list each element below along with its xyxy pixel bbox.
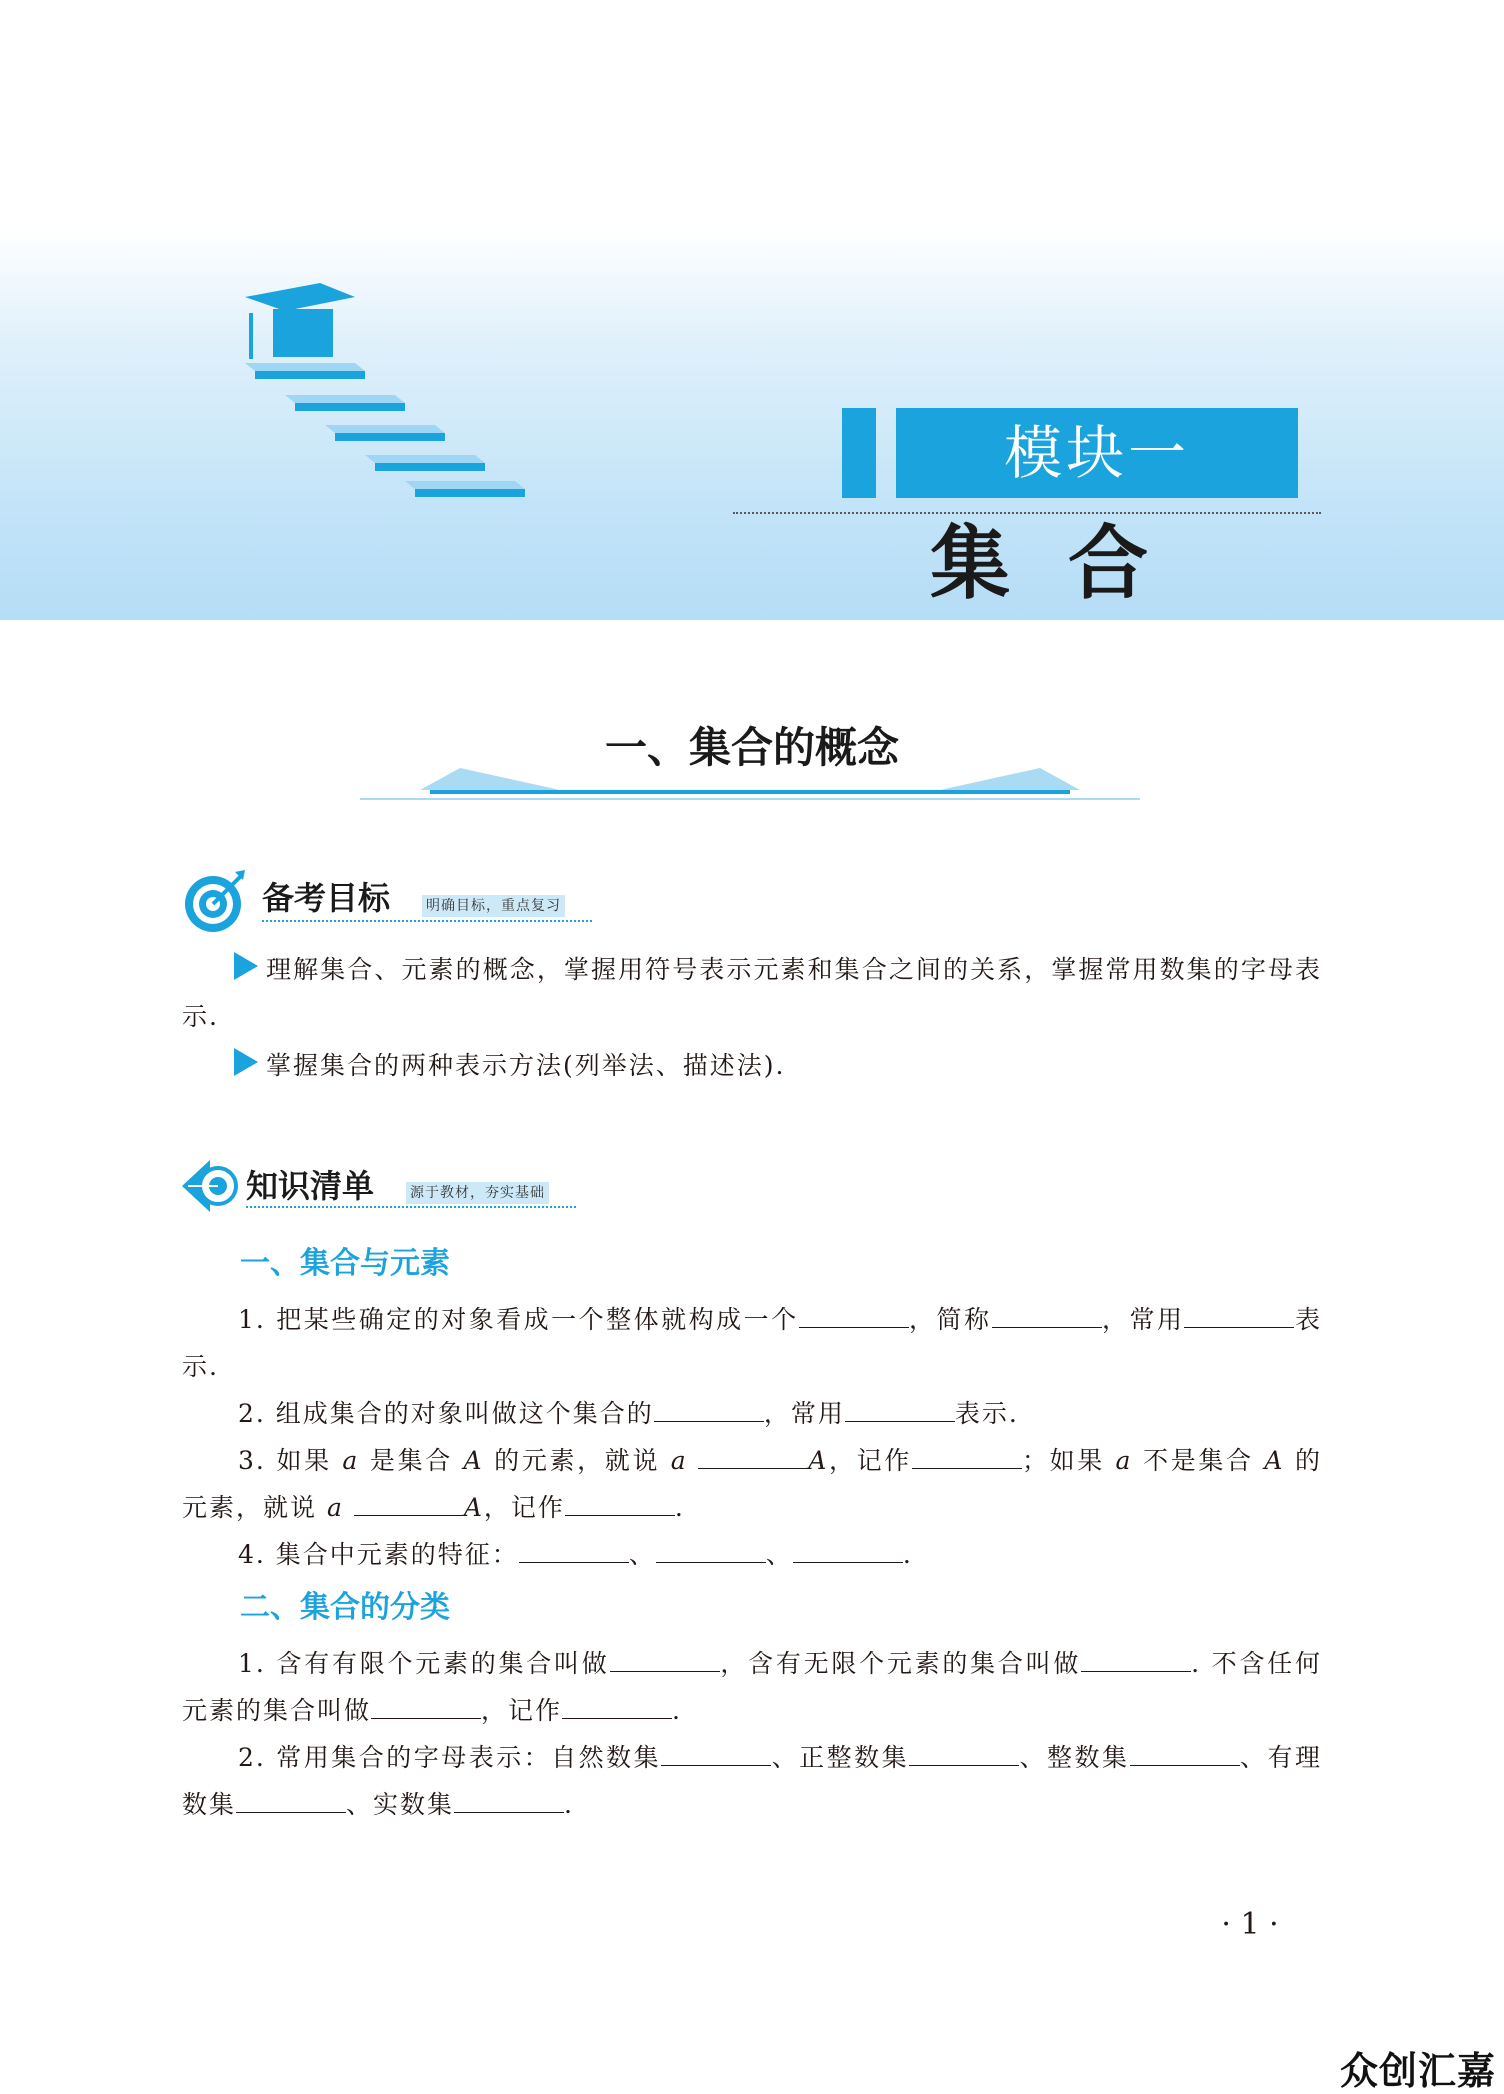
- goal-item-1: 理解集合、元素的概念，掌握用符号表示元素和集合之间的关系，掌握常用数集的字母表示.: [182, 946, 1322, 1040]
- goals-label: 备考目标: [262, 879, 391, 917]
- part2-q2: 2. 常用集合的字母表示：自然数集 、正整数集 、整数集 、有理数集 、实数集 .: [182, 1734, 1322, 1828]
- knowledge-underline: [246, 1206, 576, 1208]
- blank[interactable]: [654, 1396, 764, 1422]
- blank[interactable]: [698, 1443, 808, 1469]
- module-bar: [842, 408, 876, 498]
- part2-heading: 二、集合的分类: [240, 1590, 450, 1625]
- section-title: 一、集合的概念: [604, 723, 899, 772]
- arrow-bullet-icon: [234, 1048, 258, 1076]
- blank[interactable]: [793, 1537, 903, 1563]
- module-label: 模块一: [896, 408, 1298, 498]
- goals-subtitle: 明确目标，重点复习: [422, 895, 565, 917]
- chapter-title: 集合: [930, 516, 1206, 610]
- page-number: · 1 ·: [1221, 1907, 1279, 1942]
- blank[interactable]: [371, 1693, 481, 1719]
- watermark: 众创汇嘉: [1340, 2049, 1497, 2093]
- blank[interactable]: [565, 1490, 675, 1516]
- blank[interactable]: [610, 1646, 720, 1672]
- blank[interactable]: [912, 1443, 1022, 1469]
- blank[interactable]: [454, 1787, 564, 1813]
- blank[interactable]: [661, 1740, 771, 1766]
- blank[interactable]: [562, 1693, 672, 1719]
- arrow-bullet-icon: [234, 952, 258, 980]
- dart-target-icon: [180, 1156, 240, 1216]
- part1-heading: 一、集合与元素: [240, 1246, 450, 1281]
- blank[interactable]: [799, 1302, 909, 1328]
- knowledge-subtitle: 源于教材，夯实基础: [406, 1182, 549, 1204]
- module-header: [842, 408, 1298, 498]
- graduation-stairs-icon: [245, 283, 530, 513]
- part1-q4: 4. 集合中元素的特征： 、 、 .: [182, 1531, 1322, 1578]
- section-title-underline: [360, 760, 1140, 802]
- blank[interactable]: [354, 1490, 464, 1516]
- banner-divider: [733, 512, 1321, 514]
- blank[interactable]: [236, 1787, 346, 1813]
- target-icon: [183, 868, 249, 934]
- goals-underline: [262, 920, 592, 922]
- part1-q2: 2. 组成集合的对象叫做这个集合的 ，常用 表示.: [182, 1390, 1322, 1437]
- part2-q1: 1. 含有有限个元素的集合叫做 ，含有无限个元素的集合叫做 . 不含任何元素的集合叫做 ，记作 .: [182, 1640, 1322, 1734]
- part1-q3: 3. 如果 a 是集合 A 的元素，就说 a A，记作 ；如果 a 不是集合 A 的元素，就说 a A，记作 .: [182, 1437, 1322, 1531]
- blank[interactable]: [1184, 1302, 1294, 1328]
- knowledge-label: 知识清单: [246, 1167, 375, 1205]
- blank[interactable]: [845, 1396, 955, 1422]
- blank[interactable]: [656, 1537, 766, 1563]
- blank[interactable]: [519, 1537, 629, 1563]
- part1-q1: 1. 把某些确定的对象看成一个整体就构成一个 ，简称 ，常用 表示.: [182, 1296, 1322, 1390]
- goal-item-2: 掌握集合的两种表示方法(列举法、描述法).: [182, 1042, 1322, 1089]
- blank[interactable]: [992, 1302, 1102, 1328]
- blank[interactable]: [909, 1740, 1019, 1766]
- blank[interactable]: [1081, 1646, 1191, 1672]
- blank[interactable]: [1130, 1740, 1240, 1766]
